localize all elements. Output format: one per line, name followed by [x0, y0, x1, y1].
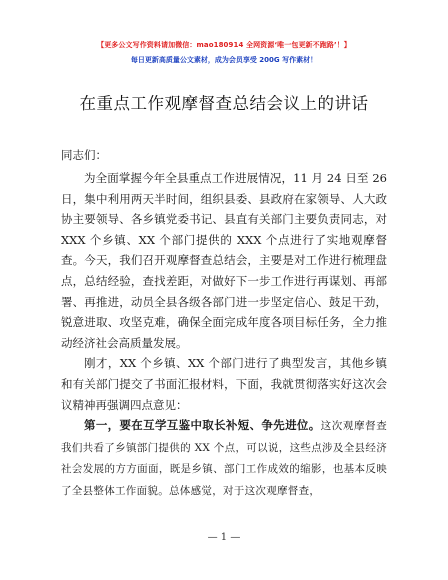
salutation: 同志们： [61, 148, 107, 162]
body-paragraph: 刚才，XX 个乡镇、XX 个部门进行了典型发言，其他乡镇和有关部门提交了书面汇报材料，下面，我就贯彻落实好这次会议精神再强调四点意见： [61, 356, 387, 412]
body-paragraph: 为全面掌握今年全县重点工作进展情况，11 月 24 日至 26 日，集中利用两天半时间，组织县委、县政府在家领导、人大政协主要领导、各乡镇党委书记、县直有关部门主要负责同志，对 XXX 个乡镇、XX 个部门提供的 XXX 个点进行了实地观摩督查。今天，我们召开观摩督查总结会，主要是对工作进行梳理盘点，总结经验，查找差距，对做好下一步工作进行再谋划、再部署、再推进，动员全县各级各部门进一步坚定信心、鼓足干劲，锐意进取、攻坚克难，确保全面完成年度各项目标任务，全力推动经济社会高质量发展。 [61, 171, 387, 350]
section-paragraph [61, 415, 387, 501]
section-heading: 第一，要在互学互鉴中取长补短、争先进位。 [84, 418, 321, 433]
promo-banner-red: 【更多公文写作资料请加微信：mao180914 全网资源‘唯一包更新不跑路’！】 [97, 41, 351, 49]
section-text: 这次观摩督查我们共看了乡镇部门提供的 XX 个点，可以说，这些点涉及全县经济社会发展的方方面面，既是乡镇、部门工作成效的缩影，也基本反映了全县整体工作面貌。总体感觉，对于这次观摩督查， [61, 420, 387, 497]
promo-banner-blue: 每日更新高质量公文素材，成为会员享受 200G 写作素材！ [130, 56, 318, 64]
page-number: — 1 — [207, 532, 241, 543]
document-body [61, 168, 387, 502]
document-title: 在重点工作观摩督查总结会议上的讲话 [79, 94, 369, 113]
